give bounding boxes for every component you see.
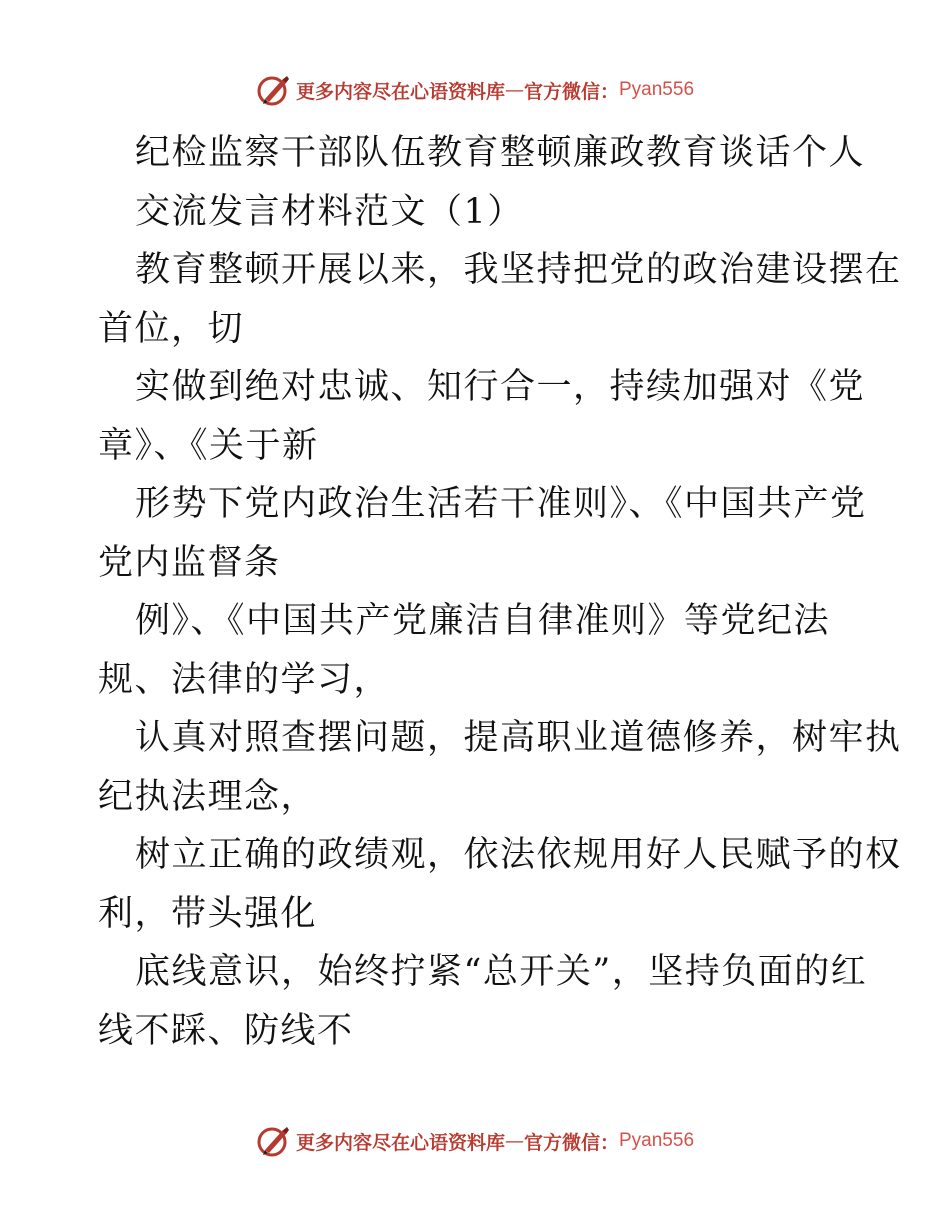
text-line: 首位，切	[98, 308, 245, 349]
watermark-wechat-id: Pyan556	[619, 79, 695, 100]
watermark-wechat-label: 官方微信：	[523, 1131, 619, 1154]
text-line: 实做到绝对忠诚、知行合一，持续加强对《党	[135, 367, 866, 407]
text-line: 利，带头强化	[98, 893, 318, 934]
text-line: 教育整顿开展以来，我坚持把党的政治建设摆在	[135, 250, 902, 290]
footer-watermark	[0, 1121, 950, 1161]
text-line: 底线意识，始终拧紧“总开关”，坚持负面的红	[135, 952, 868, 992]
document-body	[98, 124, 902, 1060]
header-watermark	[0, 70, 950, 110]
text-line: 树立正确的政绩观，依法依规用好人民赋予的权	[135, 835, 902, 875]
text-line: 章》、《关于新	[98, 425, 319, 466]
watermark-text: 更多内容尽在心语资料库	[295, 80, 505, 103]
pen-logo-icon	[256, 72, 292, 108]
watermark-text: 更多内容尽在心语资料库	[295, 1131, 505, 1154]
text-line: 党内监督条	[98, 542, 281, 583]
text-line: 规、法律的学习，	[98, 659, 391, 700]
pen-logo-icon	[256, 1123, 292, 1159]
text-line: 认真对照查摆问题，提高职业道德修养，树牢执	[135, 718, 902, 758]
text-line: 交流发言材料范文（1）	[135, 191, 524, 232]
text-line: 线不踩、防线不	[98, 1010, 354, 1051]
watermark-wechat-label: 官方微信：	[523, 80, 619, 103]
text-line: 形势下党内政治生活若干准则》、《中国共产党	[135, 484, 867, 524]
watermark-dash: —	[504, 1130, 524, 1152]
text-line: 纪检监察干部队伍教育整顿廉政教育谈话个人	[135, 133, 866, 173]
watermark-dash: —	[504, 79, 524, 101]
text-line: 纪执法理念，	[98, 776, 318, 817]
text-line: 例》、《中国共产党廉洁自律准则》等党纪法	[135, 601, 831, 641]
watermark-wechat-id: Pyan556	[619, 1130, 695, 1151]
